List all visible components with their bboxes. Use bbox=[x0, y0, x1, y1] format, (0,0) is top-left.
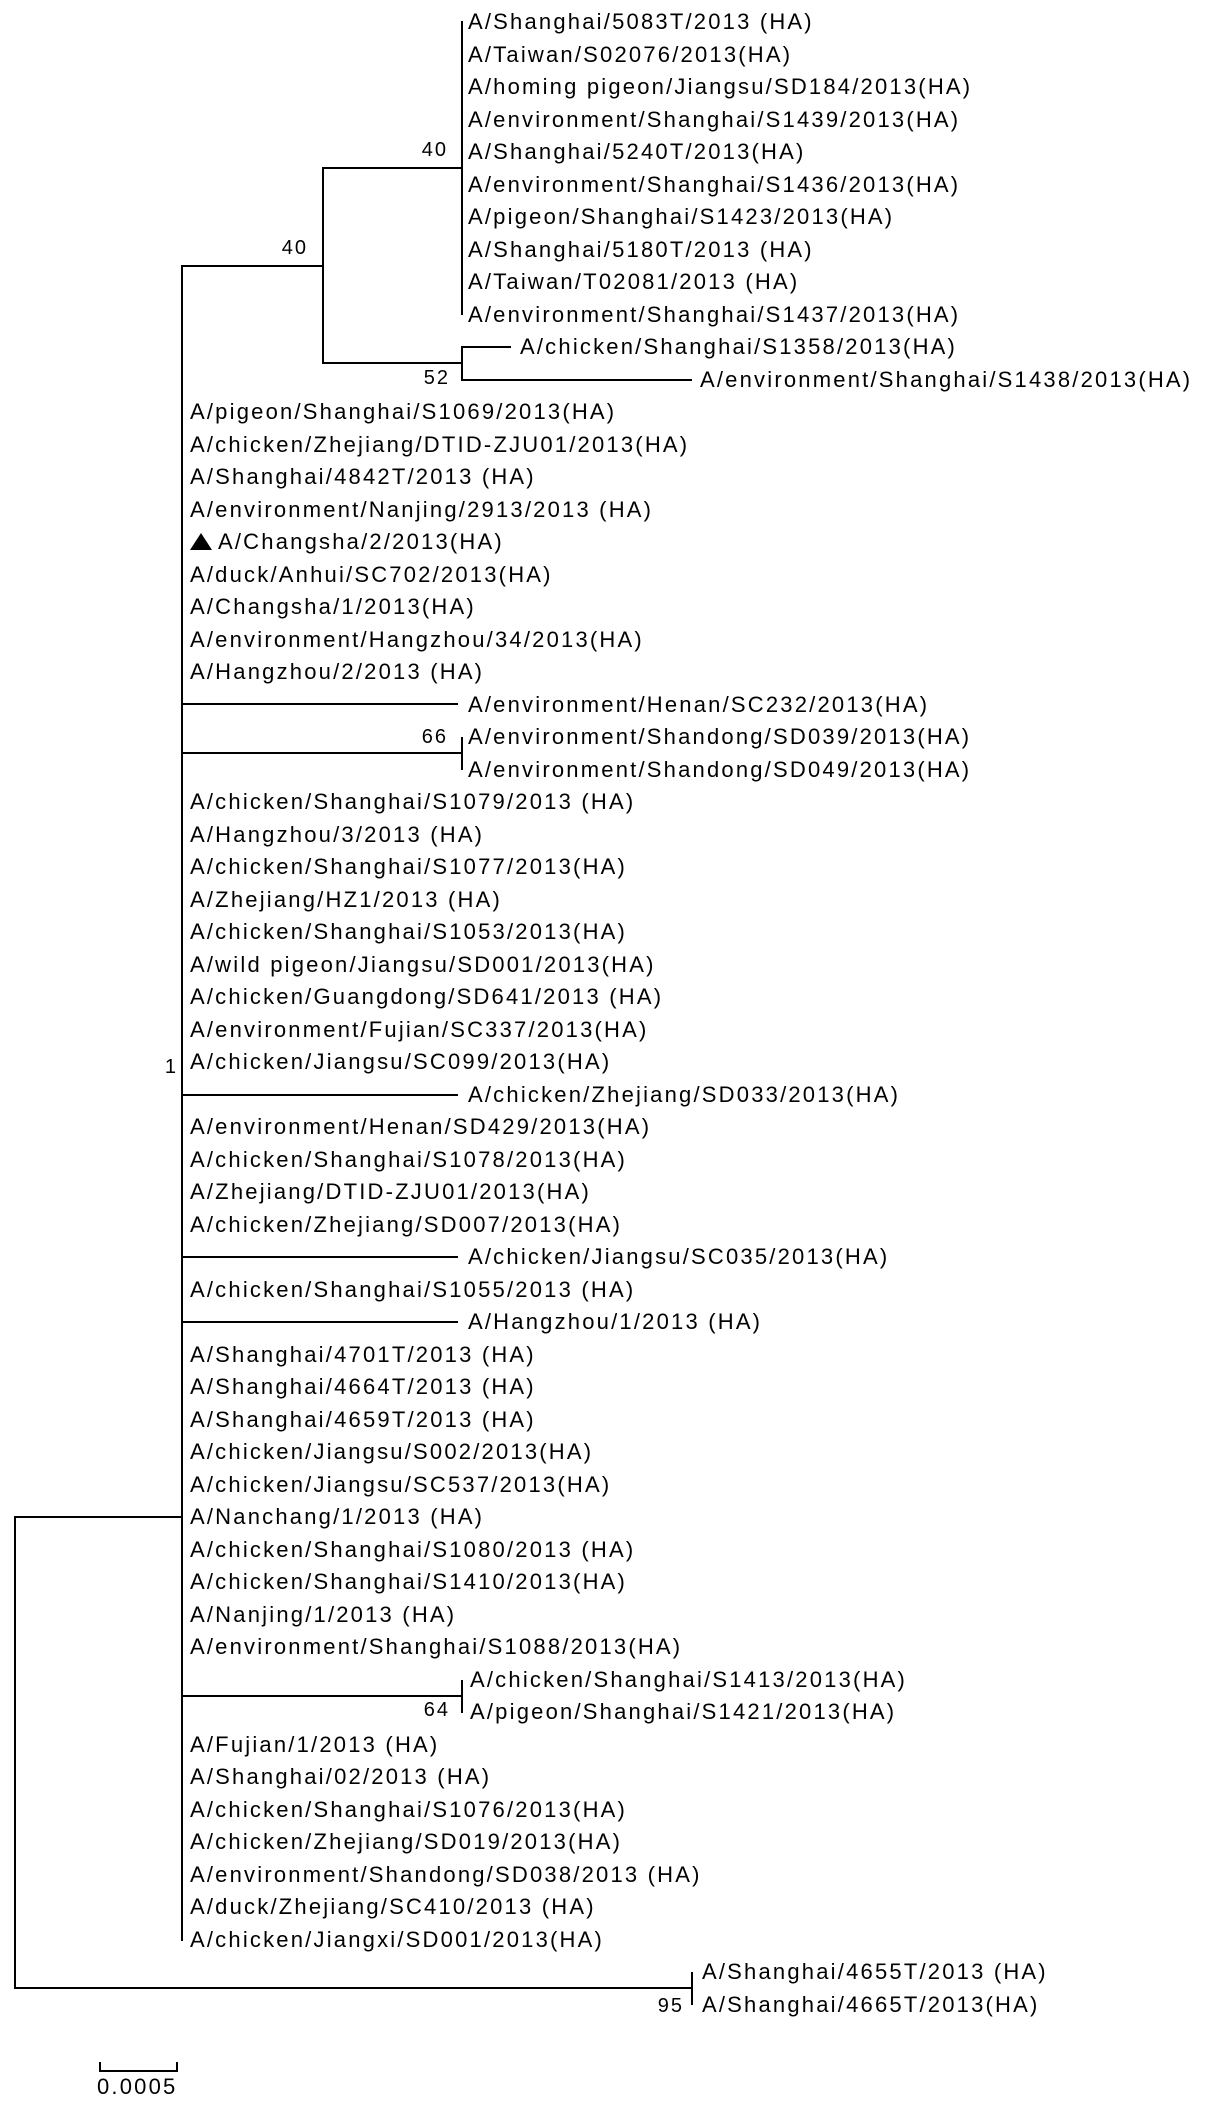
taxon-label bbox=[190, 432, 689, 458]
taxon-name: A/chicken/Shanghai/S1076/2013(HA) bbox=[190, 1796, 628, 1822]
taxon-name: A/environment/Nanjing/2913/2013 (HA) bbox=[190, 496, 654, 522]
taxon-name: A/chicken/Shanghai/S1079/2013 (HA) bbox=[190, 789, 636, 814]
taxon-name: A/Shanghai/5240T/2013(HA) bbox=[468, 139, 806, 164]
taxon-name: A/Shanghai/5180T/2013 (HA) bbox=[468, 236, 814, 262]
taxon-label bbox=[190, 1147, 627, 1173]
bootstrap-value-clade-sd039-sd049: 66 bbox=[421, 726, 448, 748]
taxon-name: A/environment/Fujian/SC337/2013(HA) bbox=[190, 1016, 649, 1042]
taxon-label bbox=[190, 1342, 536, 1368]
taxon-name: A/Taiwan/S02076/2013(HA) bbox=[468, 41, 793, 67]
taxon-name: A/Hangzhou/3/2013 (HA) bbox=[190, 821, 485, 847]
taxon-label bbox=[190, 594, 476, 620]
taxon-name: A/chicken/Zhejiang/DTID-ZJU01/2013(HA) bbox=[190, 431, 690, 457]
taxon-name: A/environment/Shandong/SD039/2013(HA) bbox=[468, 724, 972, 749]
taxon-name: A/environment/Henan/SD429/2013(HA) bbox=[190, 1114, 652, 1139]
taxon-label bbox=[190, 984, 663, 1010]
taxon-name: A/chicken/Jiangsu/SC537/2013(HA) bbox=[190, 1471, 612, 1497]
taxon-label bbox=[190, 1049, 611, 1075]
taxon-label bbox=[190, 1017, 649, 1043]
taxon-label bbox=[190, 659, 484, 685]
taxon-name: A/Shanghai/4701T/2013 (HA) bbox=[190, 1341, 536, 1367]
taxon-name: A/Zhejiang/DTID-ZJU01/2013(HA) bbox=[190, 1179, 592, 1204]
taxon-name: A/Taiwan/T02081/2013 (HA) bbox=[468, 269, 800, 294]
taxon-name: A/duck/Anhui/SC702/2013(HA) bbox=[190, 561, 553, 587]
taxon-label bbox=[468, 74, 972, 100]
taxon-label bbox=[190, 1537, 635, 1563]
taxon-name: A/homing pigeon/Jiangsu/SD184/2013(HA) bbox=[468, 74, 973, 99]
taxon-name: A/Hangzhou/1/2013 (HA) bbox=[468, 1309, 763, 1334]
bootstrap-value-clade-upper-12-taxa: 40 bbox=[281, 237, 308, 259]
taxon-name: A/pigeon/Shanghai/S1069/2013(HA) bbox=[190, 399, 617, 424]
taxon-label bbox=[468, 42, 792, 68]
taxon-label bbox=[190, 464, 536, 490]
taxon-label bbox=[190, 822, 484, 848]
taxon-label bbox=[190, 952, 656, 978]
taxon-label bbox=[190, 1894, 596, 1920]
taxon-label bbox=[190, 562, 553, 588]
taxon-name: A/Shanghai/4655T/2013 (HA) bbox=[702, 1959, 1048, 1984]
taxon-label bbox=[190, 1829, 622, 1855]
taxon-name: A/chicken/Shanghai/S1078/2013(HA) bbox=[190, 1146, 628, 1172]
taxon-name: A/chicken/Jiangsu/SC035/2013(HA) bbox=[468, 1244, 890, 1269]
taxon-label bbox=[190, 1277, 635, 1303]
bootstrap-value-clade-s1413-s1421: 64 bbox=[423, 1699, 450, 1721]
taxon-label bbox=[190, 1602, 456, 1628]
taxon-label bbox=[190, 1797, 627, 1823]
taxon-name: A/chicken/Shanghai/S1055/2013 (HA) bbox=[190, 1276, 636, 1302]
taxon-name: A/environment/Shanghai/S1438/2013(HA) bbox=[700, 366, 1193, 392]
taxon-label bbox=[468, 757, 971, 783]
taxon-label bbox=[468, 172, 960, 198]
taxon-label bbox=[190, 789, 635, 815]
taxon-name: A/chicken/Shanghai/S1053/2013(HA) bbox=[190, 919, 628, 944]
taxon-label bbox=[190, 497, 653, 523]
taxon-label bbox=[190, 1472, 611, 1498]
taxon-label bbox=[190, 1212, 622, 1238]
taxon-label bbox=[190, 1179, 591, 1205]
taxon-name: A/Shanghai/02/2013 (HA) bbox=[190, 1764, 492, 1789]
taxon-label bbox=[190, 627, 644, 653]
taxon-label bbox=[470, 1699, 896, 1725]
taxon-label bbox=[190, 399, 616, 425]
taxon-label bbox=[468, 237, 814, 263]
taxon-name: A/environment/Shanghai/S1088/2013(HA) bbox=[190, 1634, 683, 1659]
taxon-name: A/chicken/Zhejiang/SD033/2013(HA) bbox=[468, 1081, 901, 1107]
taxon-label bbox=[190, 1764, 491, 1790]
taxon-name: A/Changsha/1/2013(HA) bbox=[190, 594, 476, 619]
taxon-label bbox=[190, 1569, 627, 1595]
taxon-name: A/chicken/Zhejiang/SD007/2013(HA) bbox=[190, 1211, 623, 1237]
taxon-name: A/environment/Shanghai/S1439/2013(HA) bbox=[468, 106, 961, 132]
taxon-name: A/environment/Shanghai/S1437/2013(HA) bbox=[468, 301, 961, 327]
taxon-label bbox=[190, 1862, 702, 1888]
taxon-name: A/environment/Henan/SC232/2013(HA) bbox=[468, 691, 930, 717]
bootstrap-value-clade-10-taxa-shanghai-taiwan: 40 bbox=[421, 139, 448, 161]
taxon-name: A/Fujian/1/2013 (HA) bbox=[190, 1731, 440, 1757]
taxon-label bbox=[468, 1082, 900, 1108]
taxon-label bbox=[468, 1244, 889, 1270]
taxon-label bbox=[468, 139, 806, 165]
taxon-name: A/Shanghai/4659T/2013 (HA) bbox=[190, 1406, 536, 1432]
taxon-label bbox=[190, 887, 502, 913]
taxon-name: A/chicken/Shanghai/S1080/2013 (HA) bbox=[190, 1536, 636, 1562]
taxon-name: A/Shanghai/4842T/2013 (HA) bbox=[190, 464, 536, 489]
taxon-label bbox=[190, 1732, 439, 1758]
taxon-name: A/Changsha/2/2013(HA) bbox=[218, 529, 504, 554]
bootstrap-value-clade-4655t-4665t: 95 bbox=[657, 1995, 684, 2017]
taxon-label bbox=[190, 854, 627, 880]
taxon-label bbox=[190, 1634, 682, 1660]
taxon-name: A/Nanchang/1/2013 (HA) bbox=[190, 1504, 485, 1529]
taxon-label bbox=[468, 724, 971, 750]
taxon-label bbox=[470, 1667, 907, 1693]
taxon-name: A/chicken/Jiangsu/SC099/2013(HA) bbox=[190, 1049, 612, 1074]
taxon-name: A/Hangzhou/2/2013 (HA) bbox=[190, 659, 485, 684]
taxon-label bbox=[468, 204, 894, 230]
filled-triangle-icon bbox=[190, 533, 212, 550]
taxon-name: A/chicken/Guangdong/SD641/2013 (HA) bbox=[190, 984, 664, 1009]
scale-bar bbox=[99, 2062, 178, 2071]
taxon-name: A/chicken/Shanghai/S1410/2013(HA) bbox=[190, 1569, 628, 1594]
taxon-label bbox=[468, 9, 814, 35]
taxon-label bbox=[700, 367, 1192, 393]
taxon-name: A/Nanjing/1/2013 (HA) bbox=[190, 1601, 457, 1627]
taxon-name: A/chicken/Jiangxi/SD001/2013(HA) bbox=[190, 1926, 605, 1952]
taxon-label bbox=[702, 1959, 1048, 1985]
taxon-name: A/pigeon/Shanghai/S1421/2013(HA) bbox=[470, 1699, 897, 1724]
taxon-name: A/Shanghai/4664T/2013 (HA) bbox=[190, 1374, 536, 1399]
taxon-name: A/chicken/Shanghai/S1358/2013(HA) bbox=[520, 334, 958, 359]
taxon-name: A/environment/Shandong/SD038/2013 (HA) bbox=[190, 1861, 702, 1887]
taxon-name: A/chicken/Jiangsu/S002/2013(HA) bbox=[190, 1439, 594, 1464]
taxon-name: A/Shanghai/5083T/2013 (HA) bbox=[468, 9, 814, 34]
taxon-name: A/environment/Shandong/SD049/2013(HA) bbox=[468, 756, 972, 782]
taxon-name: A/chicken/Shanghai/S1077/2013(HA) bbox=[190, 854, 628, 879]
taxon-name: A/duck/Zhejiang/SC410/2013 (HA) bbox=[190, 1894, 596, 1919]
bootstrap-value-clade-s1358-s1438: 52 bbox=[423, 367, 450, 389]
taxon-name: A/environment/Hangzhou/34/2013(HA) bbox=[190, 626, 644, 652]
taxon-name: A/wild pigeon/Jiangsu/SD001/2013(HA) bbox=[190, 951, 656, 977]
taxon-label bbox=[190, 1439, 593, 1465]
taxon-name: A/chicken/Shanghai/S1413/2013(HA) bbox=[470, 1666, 908, 1692]
bootstrap-value-node-main-polytomy: 1 bbox=[164, 1056, 178, 1078]
taxon-label bbox=[190, 919, 627, 945]
taxon-label bbox=[190, 1407, 536, 1433]
taxon-name: A/Shanghai/4665T/2013(HA) bbox=[702, 1991, 1040, 2017]
taxon-label bbox=[190, 1927, 604, 1953]
taxon-label bbox=[520, 334, 957, 360]
taxon-label bbox=[468, 107, 960, 133]
scale-bar-label: 0.0005 bbox=[97, 2074, 178, 2099]
taxon-label bbox=[190, 1114, 651, 1140]
taxon-label-marked bbox=[190, 529, 504, 555]
taxon-label bbox=[190, 1374, 536, 1400]
taxon-label bbox=[468, 302, 960, 328]
taxon-name: A/pigeon/Shanghai/S1423/2013(HA) bbox=[468, 204, 895, 229]
taxon-name: A/Zhejiang/HZ1/2013 (HA) bbox=[190, 886, 503, 912]
taxon-label bbox=[468, 269, 799, 295]
taxon-label bbox=[190, 1504, 484, 1530]
taxon-label bbox=[468, 692, 929, 718]
taxon-label bbox=[702, 1992, 1040, 2018]
taxon-name: A/environment/Shanghai/S1436/2013(HA) bbox=[468, 171, 961, 197]
taxon-label bbox=[468, 1309, 762, 1335]
taxon-name: A/chicken/Zhejiang/SD019/2013(HA) bbox=[190, 1829, 623, 1854]
